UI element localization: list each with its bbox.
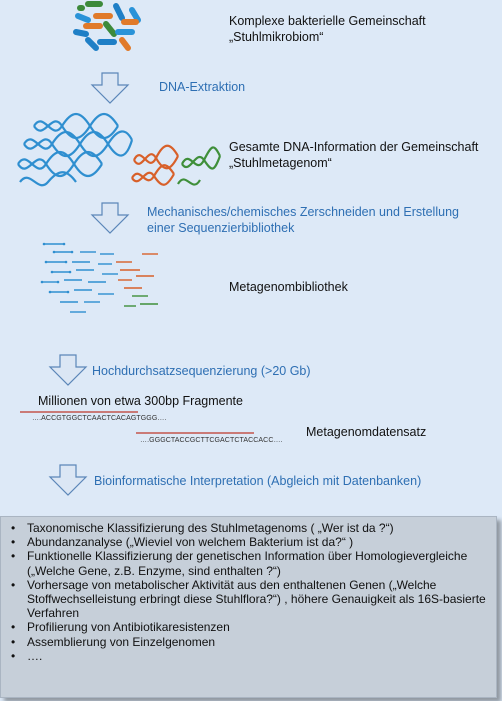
sequence-read-1: ….ACCGTGGCTCAACTCACAGTGGG…. xyxy=(32,415,167,422)
community-label xyxy=(229,14,426,45)
result-item: • Funktionelle Klassifizierung der genetischen Information über Homologievergleiche („Welche Gene, z.B. Enzyme, sind enthalten ?“) xyxy=(9,549,490,577)
result-item: • Taxonomische Klassifizierung des Stuhlmetagenoms ( „Wer ist da ?“) xyxy=(9,521,490,535)
result-item: • …. xyxy=(9,649,490,663)
results-box xyxy=(0,516,497,698)
step-bioinformatics: Bioinformatische Interpretation (Abgleich mit Datenbanken) xyxy=(94,474,422,488)
bacterium xyxy=(76,32,86,34)
bacterium xyxy=(132,10,138,20)
fragment-dots xyxy=(41,243,74,294)
sequence-read-2: ….GGGCTACCGCTTCGACTCTACCACC…. xyxy=(140,437,283,444)
dna-strand xyxy=(20,172,76,185)
dna-blue-group xyxy=(18,114,132,185)
result-item: • Vorhersage von metabolischer Aktivität aus den enthaltenen Genen („Welche Stoffwechselleistung erbringt diese Stuhlflora?“) , höhere Genauigkeit als 16S-basierte Verfahren xyxy=(9,578,490,621)
result-item: • Abundanzanalyse („Wieviel von welchem Bakterium ist da?“ ) xyxy=(9,535,490,549)
down-arrow-icon xyxy=(90,72,130,104)
step-library-prep-line1: Mechanisches/chemisches Zerschneiden und Erstellung xyxy=(147,205,459,219)
dna-strand xyxy=(34,114,118,138)
result-item: • Assemblierung von Einzelgenomen xyxy=(9,635,490,649)
dataset-label: Metagenomdatensatz xyxy=(306,425,427,439)
down-arrow-icon xyxy=(48,464,88,496)
bacterium xyxy=(106,24,114,34)
community-label-line2: „Stuhlmikrobiom“ xyxy=(229,29,324,44)
bacterium xyxy=(116,6,122,18)
metagenome-label xyxy=(229,140,478,171)
dna-strand xyxy=(178,179,200,184)
dna-orange-group xyxy=(132,146,178,185)
bacterium xyxy=(122,40,128,48)
step-dna-extraction: DNA-Extraktion xyxy=(159,80,246,94)
results-list xyxy=(9,521,490,663)
fragments-orange xyxy=(116,254,158,288)
down-arrow-icon xyxy=(90,202,130,234)
bacteria-illustration xyxy=(66,0,156,58)
bacterium xyxy=(78,16,88,20)
library-label: Metagenombibliothek xyxy=(229,280,348,294)
fragments-green xyxy=(124,296,158,306)
dna-strand xyxy=(132,165,174,180)
result-item: • Profilierung von Antibiotikaresistenzen xyxy=(9,620,490,634)
dna-strand xyxy=(134,146,178,163)
fragments-label: Millionen von etwa 300bp Fragmente xyxy=(38,394,243,408)
dna-green-group xyxy=(178,147,220,184)
bacterium xyxy=(88,40,96,48)
step-library-prep xyxy=(147,205,459,236)
down-arrow-icon xyxy=(48,354,88,386)
dna-helices-illustration xyxy=(14,104,224,188)
fragments-blue xyxy=(42,244,118,312)
fragment-library-illustration xyxy=(40,240,170,320)
metagenome-label-line2: „Stuhlmetagenom“ xyxy=(229,155,332,170)
step-sequencing: Hochdurchsatzsequenzierung (>20 Gb) xyxy=(92,364,311,378)
community-label-line1: Komplexe bakterielle Gemeinschaft xyxy=(229,14,426,28)
step-library-prep-line2: einer Sequenzierbibliothek xyxy=(147,220,295,235)
sequence-read-lines xyxy=(18,408,258,438)
metagenome-label-line1: Gesamte DNA-Information der Gemeinschaft xyxy=(229,140,479,154)
